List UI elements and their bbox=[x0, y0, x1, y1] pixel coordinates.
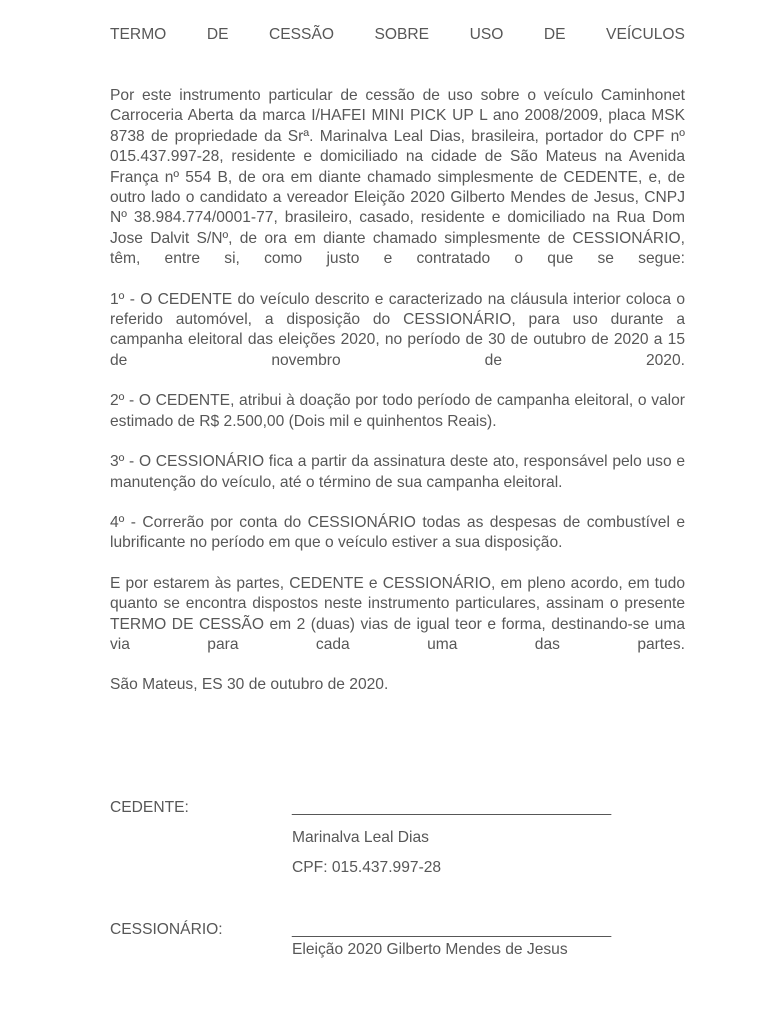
title-word: CESSÃO bbox=[268, 26, 334, 43]
intro-paragraph: Por este instrumento particular de cessão de uso sobre o veículo Caminhonet Carroceria Aberta da marca I/HAFEI MINI PICK UP L ano 2008/2009, placa MSK 8738 de propriedade da Srª. Marinalva Leal Dias, brasileira, portador do CPF nº 015.437.997-28, residente e domiciliado na cidade de São Mateus na Avenida França nº 554 B, de ora em diante chamado simplesmente de CEDENTE, e, de outro lado o candidato a vereador Eleição 2020 Gilberto Mendes de Jesus, CNPJ Nº 38.984.774/0001-77, brasileiro, casado, residente e domiciliado na Rua Dom Jose Dalvit S/Nº, de ora em diante chamado simplesmente de CESSIONÁRIO, têm, entre si, como justo e contratado o que se segue: bbox=[110, 87, 685, 268]
title-word: TERMO bbox=[110, 26, 167, 43]
cedente-name: Marinalva Leal Dias bbox=[292, 829, 429, 846]
title-word: DE bbox=[543, 26, 566, 43]
cedente-signature-line: _______________________________________ bbox=[292, 799, 611, 816]
document-title bbox=[110, 24, 685, 46]
cessionario-signature-line: _______________________________________ bbox=[292, 921, 611, 938]
document-page bbox=[110, 24, 685, 696]
title-word: VEÍCULOS bbox=[606, 26, 685, 43]
clause-1-paragraph: 1º - O CEDENTE do veículo descrito e caracterizado na cláusula interior coloca o referido automóvel, a disposição do CESSIONÁRIO, para uso durante a campanha eleitoral das eleições 2020, no período de 30 de outubro de 2020 a 15 de novembro de 2020. bbox=[110, 290, 685, 369]
title-word: SOBRE bbox=[374, 26, 430, 43]
cedente-label: CEDENTE: bbox=[110, 799, 189, 816]
closing-paragraph: E por estarem às partes, CEDENTE e CESSIONÁRIO, em pleno acordo, em tudo quanto se encontra dispostos neste instrumento particulares, assinam o presente TERMO DE CESSÃO em 2 (duas) vias de igual teor e forma, destinando-se uma via para cada uma das partes. bbox=[110, 574, 685, 653]
title-word: USO bbox=[469, 26, 504, 43]
title-word: DE bbox=[206, 26, 229, 43]
cedente-cpf: CPF: 015.437.997-28 bbox=[292, 859, 442, 876]
place-date: São Mateus, ES 30 de outubro de 2020. bbox=[110, 676, 389, 694]
clause-2-paragraph: 2º - O CEDENTE, atribui à doação por todo período de campanha eleitoral, o valor estimado de R$ 2.500,00 (Dois mil e quinhentos Reais). bbox=[110, 392, 685, 430]
clause-4-paragraph: 4º - Correrão por conta do CESSIONÁRIO todas as despesas de combustível e lubrificante no período em que o veículo estiver a sua disposição. bbox=[110, 513, 685, 552]
cessionario-name: Eleição 2020 Gilberto Mendes de Jesus bbox=[292, 941, 568, 958]
clause-3-paragraph: 3º - O CESSIONÁRIO fica a partir da assinatura deste ato, responsável pelo uso e manutenção do veículo, até o término de sua campanha eleitoral. bbox=[110, 453, 685, 491]
cessionario-label: CESSIONÁRIO: bbox=[110, 921, 223, 938]
